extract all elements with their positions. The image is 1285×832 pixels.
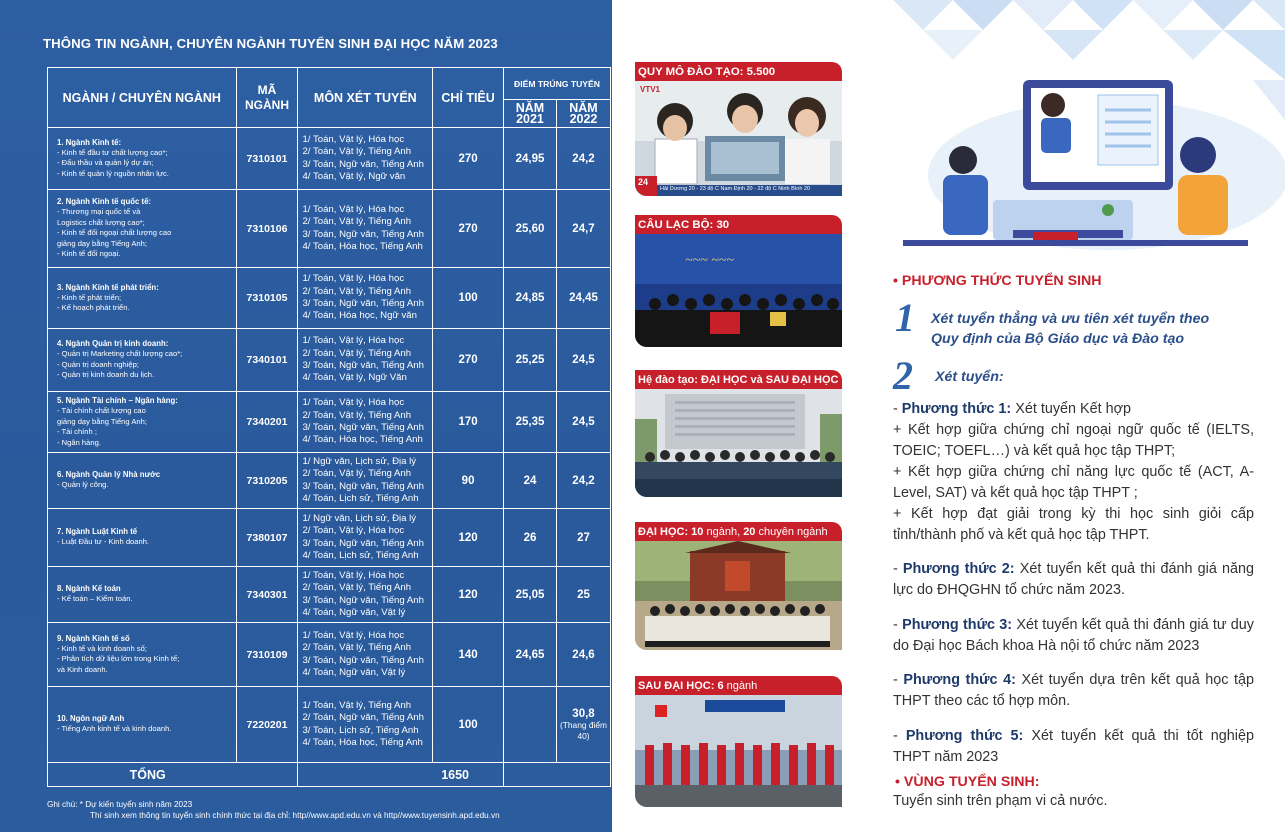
table-row — [48, 392, 611, 453]
photo-campus-group — [635, 389, 842, 497]
card-programs-label: Hệ đào tạo: ĐẠI HỌC và SAU ĐẠI HỌC — [635, 370, 842, 389]
photo-performance — [635, 695, 842, 807]
table-row — [48, 268, 611, 329]
score-2021-cell: 26 — [504, 509, 557, 567]
score-2021-cell: 24,85 — [504, 268, 557, 329]
score-2021-cell: 24 — [504, 453, 557, 509]
majors-table — [47, 67, 611, 787]
score-2022-cell: 27 — [556, 509, 610, 567]
quota-cell: 270 — [433, 190, 504, 268]
subjects-cell: 1/ Toán, Vật lý, Hóa học 2/ Toán, Vật lý, Tiếng Anh 3/ Toán, Ngữ văn, Tiếng Anh 4/ Toán, Hóa học, Ngữ văn — [298, 268, 433, 329]
major-code: 7340301 — [236, 567, 298, 623]
total-empty — [504, 763, 611, 787]
score-2022-cell: 25 — [556, 567, 610, 623]
method-2-block: - Phương thức 2: Xét tuyển kết quả thi đánh giá năng lực do ĐHQGHN tổ chức năm 2023. — [893, 561, 1255, 598]
method-number-1: 1 — [895, 295, 915, 340]
quota-cell: 100 — [433, 687, 504, 763]
subjects-cell: 1/ Toán, Vật lý, Hóa học 2/ Toán, Vật lý, Tiếng Anh 3/ Toán, Ngữ văn, Tiếng Anh 4/ Toán, Vật lý, Ngữ Văn — [298, 329, 433, 392]
major-code: 7340101 — [236, 329, 298, 392]
score-2021-cell: 24,95 — [504, 128, 557, 190]
subjects-cell: 1/ Toán, Vật lý, Hóa học 2/ Toán, Vật lý, Tiếng Anh 3/ Toán, Ngữ văn, Tiếng Anh 4/ Toán, Ngữ văn, Vật lý — [298, 567, 433, 623]
method-1-text: Xét tuyển thẳng và ưu tiên xét tuyển theo Quy định của Bộ Giáo dục và Đào tạo — [931, 311, 1210, 347]
total-value: 1650 — [298, 763, 504, 787]
method-2-text: Xét tuyển: — [935, 369, 1004, 385]
header-major: NGÀNH / CHUYÊN NGÀNH — [48, 68, 237, 128]
photo-students-tv — [635, 81, 842, 196]
card-clubs-label: CÂU LẠC BỘ: 30 — [635, 215, 842, 234]
score-2022-cell: 24,45 — [556, 268, 610, 329]
quota-cell: 270 — [433, 128, 504, 190]
majors-panel — [0, 0, 612, 832]
region-title: • VÙNG TUYỂN SINH: — [895, 774, 1040, 790]
score-2021-cell: 25,35 — [504, 392, 557, 453]
subjects-cell: 1/ Toán, Vật lý, Tiếng Anh 2/ Toán, Ngữ văn, Tiếng Anh 3/ Toán, Lịch sử, Tiếng Anh 4/ Toán, Hóa học, Tiếng Anh — [298, 687, 433, 763]
major-code: 7310105 — [236, 268, 298, 329]
quota-cell: 120 — [433, 509, 504, 567]
svg-text:~~~ ~~~: ~~~ ~~~ — [685, 253, 734, 268]
panel-title: THÔNG TIN NGÀNH, CHUYÊN NGÀNH TUYỂN SINH ĐẠI HỌC NĂM 2023 — [43, 36, 498, 51]
method-number-2: 2 — [893, 353, 913, 398]
major-cell: 10. Ngôn ngữ Anh - Tiếng Anh kinh tế và kinh doanh. — [48, 687, 237, 763]
score-2022-cell: 24,5 — [556, 329, 610, 392]
total-label: TỔNG — [48, 763, 298, 787]
subjects-cell: 1/ Toán, Vật lý, Hóa học 2/ Toán, Vật lý, Tiếng Anh 3/ Toán, Ngữ văn, Tiếng Anh 4/ Toán, Hóa học, Tiếng Anh — [298, 190, 433, 268]
score-2022-cell: 24,7 — [556, 190, 610, 268]
score-2021-cell: 24,65 — [504, 623, 557, 687]
quota-cell: 100 — [433, 268, 504, 329]
card-scale-label: QUY MÔ ĐÀO TẠO: 5.500 — [635, 62, 842, 81]
score-2021-cell: 25,60 — [504, 190, 557, 268]
major-cell: 8. Ngành Kế toán - Kế toán – Kiểm toán. — [48, 567, 237, 623]
score-2021-cell: 25,25 — [504, 329, 557, 392]
footnote-url: Thí sinh xem thông tin tuyển sinh chính thức tại địa chỉ: http//www.apd.edu.vn và http//www.tuyensinh.apd.edu.vn — [90, 811, 500, 820]
score-2021-cell — [504, 687, 557, 763]
major-code: 7220201 — [236, 687, 298, 763]
header-2021: NĂM 2021 — [504, 100, 557, 128]
score-2021-cell: 25,05 — [504, 567, 557, 623]
tv-logo: VTV1 — [640, 85, 661, 94]
major-code: 7310101 — [236, 128, 298, 190]
table-row — [48, 623, 611, 687]
major-cell: 9. Ngành Kinh tế số - Kinh tế và kinh doanh số; - Phân tích dữ liệu lớn trong Kinh tế; và Kinh doanh. — [48, 623, 237, 687]
subjects-cell: 1/ Ngữ văn, Lịch sử, Địa lý 2/ Toán, Vật lý, Hóa học 3/ Toán, Ngữ văn, Tiếng Anh 4/ Toán, Lịch sử, Tiếng Anh — [298, 509, 433, 567]
illustration-graphic — [893, 0, 1285, 255]
tv-ticker: Hải Dương 20 - 23 độ C Nam Định 20 - 22 độ C Ninh Bình 20 — [660, 186, 811, 192]
major-code: 7310205 — [236, 453, 298, 509]
header-code: MÃ NGÀNH — [236, 68, 298, 128]
region-text: Tuyển sinh trên phạm vi cả nước. — [893, 793, 1108, 809]
quota-cell: 170 — [433, 392, 504, 453]
subjects-cell: 1/ Toán, Vật lý, Hóa học 2/ Toán, Vật lý, Tiếng Anh 3/ Toán, Ngữ văn, Tiếng Anh 4/ Toán, Vật lý, Ngữ văn — [298, 128, 433, 190]
major-cell: 1. Ngành Kinh tế: - Kinh tế đầu tư chất lượng cao*; - Đấu thầu và quản lý dự án; - Kinh tế quản lý nguồn nhân lực. — [48, 128, 237, 190]
photo-club-event — [635, 234, 842, 347]
method-4-block: - Phương thức 4: Xét tuyển dựa trên kết quả học tập THPT theo các tổ hợp môn. — [893, 672, 1255, 709]
header-subjects: MÔN XÉT TUYỂN — [298, 68, 433, 128]
major-code: 7380107 — [236, 509, 298, 567]
major-cell: 4. Ngành Quản trị kinh doanh: - Quản trị Marketing chất lượng cao*; - Quản trị doanh nghiệp; - Quản trị kinh doanh du lịch. — [48, 329, 237, 392]
major-code: 7310109 — [236, 623, 298, 687]
card-undergrad-label: ĐẠI HỌC: 10 ngành, 20 chuyên ngành — [635, 522, 842, 541]
major-cell: 3. Ngành Kinh tế phát triển: - Kinh tế phát triển; - Kế hoạch phát triển. — [48, 268, 237, 329]
card-clubs — [635, 215, 842, 347]
table-row — [48, 509, 611, 567]
subjects-cell: 1/ Toán, Vật lý, Hóa học 2/ Toán, Vật lý, Tiếng Anh 3/ Toán, Ngữ văn, Tiếng Anh 4/ Toán, Hóa học, Tiếng Anh — [298, 392, 433, 453]
table-row — [48, 453, 611, 509]
subjects-cell: 1/ Toán, Vật lý, Hóa học 2/ Toán, Vật lý, Tiếng Anh 3/ Toán, Ngữ văn, Tiếng Anh 4/ Toán, Ngữ văn, Vật lý — [298, 623, 433, 687]
quota-cell: 140 — [433, 623, 504, 687]
table-row — [48, 329, 611, 392]
card-programs — [635, 370, 842, 497]
score-2022-cell: 24,2 — [556, 128, 610, 190]
method-5-block: - Phương thức 5: Xét tuyển kết quả thi tốt nghiệp THPT năm 2023 — [893, 728, 1255, 765]
table-row — [48, 190, 611, 268]
table-row — [48, 128, 611, 190]
method-3-block: - Phương thức 3: Xét tuyển kết quả thi đánh giá tư duy do Đại học Bách khoa Hà nội tổ chức năm 2023 — [893, 617, 1255, 654]
header-2022: NĂM 2022 — [556, 100, 610, 128]
major-cell: 2. Ngành Kinh tế quốc tế: - Thương mại quốc tế và Logistics chất lượng cao*; - Kinh tế đối ngoại chất lượng cao giảng dạy bằng Tiếng Anh; - Kinh tế đối ngoại. — [48, 190, 237, 268]
header-score: ĐIỂM TRÚNG TUYỂN — [504, 68, 611, 100]
method-1-block: - Phương thức 1: Xét tuyển Kết hợp + Kết hợp giữa chứng chỉ ngoại ngữ quốc tế (IELTS, TOEIC; TOEFL…) và kết quả học tập THPT; + Kết hợp giữa chứng chỉ năng lực quốc tế (ACT, A-Level, SAT) và kết quả học tập THPT ; + Kết hợp đạt giải trong kỳ thi học sinh giỏi cấp tỉnh/thành phố và kết quả học tập THPT. — [893, 401, 1254, 543]
score-2022-cell: 24,5 — [556, 392, 610, 453]
quota-cell: 120 — [433, 567, 504, 623]
major-cell: 7. Ngành Luật Kinh tế - Luật Đầu tư - Kinh doanh. — [48, 509, 237, 567]
major-cell: 5. Ngành Tài chính – Ngân hàng: - Tài chính chất lượng cao giảng dạy bằng Tiếng Anh; - Tài chính ; - Ngân hàng. — [48, 392, 237, 453]
subjects-cell: 1/ Ngữ văn, Lịch sử, Địa lý 2/ Toán, Vật lý, Tiếng Anh 3/ Toán, Ngữ văn, Tiếng Anh 4/ Toán, Lịch sử, Tiếng Anh — [298, 453, 433, 509]
admission-methods-title: • PHƯƠNG THỨC TUYỂN SINH — [893, 273, 1102, 289]
score-2022-cell: 24,2 — [556, 453, 610, 509]
quota-cell: 270 — [433, 329, 504, 392]
tv-channel-number: 24 — [638, 177, 649, 187]
score-2022-cell: 24,6 — [556, 623, 610, 687]
score-2022-cell: 30,8 (Thang điểm 40) — [556, 687, 610, 763]
photo-temple-group — [635, 541, 842, 650]
admission-methods — [893, 0, 1285, 832]
card-postgrad-label: SAU ĐẠI HỌC: 6 ngành — [635, 676, 842, 695]
table-row — [48, 687, 611, 763]
major-code: 7340201 — [236, 392, 298, 453]
major-cell: 6. Ngành Quản lý Nhà nước - Quản lý công. — [48, 453, 237, 509]
card-undergrad — [635, 522, 842, 650]
card-scale — [635, 62, 842, 196]
header-quota: CHỈ TIÊU — [433, 68, 504, 128]
quota-cell: 90 — [433, 453, 504, 509]
table-row — [48, 567, 611, 623]
footnote: Ghi chú: * Dự kiến tuyển sinh năm 2023 — [47, 800, 193, 809]
major-code: 7310106 — [236, 190, 298, 268]
card-postgrad — [635, 676, 842, 807]
